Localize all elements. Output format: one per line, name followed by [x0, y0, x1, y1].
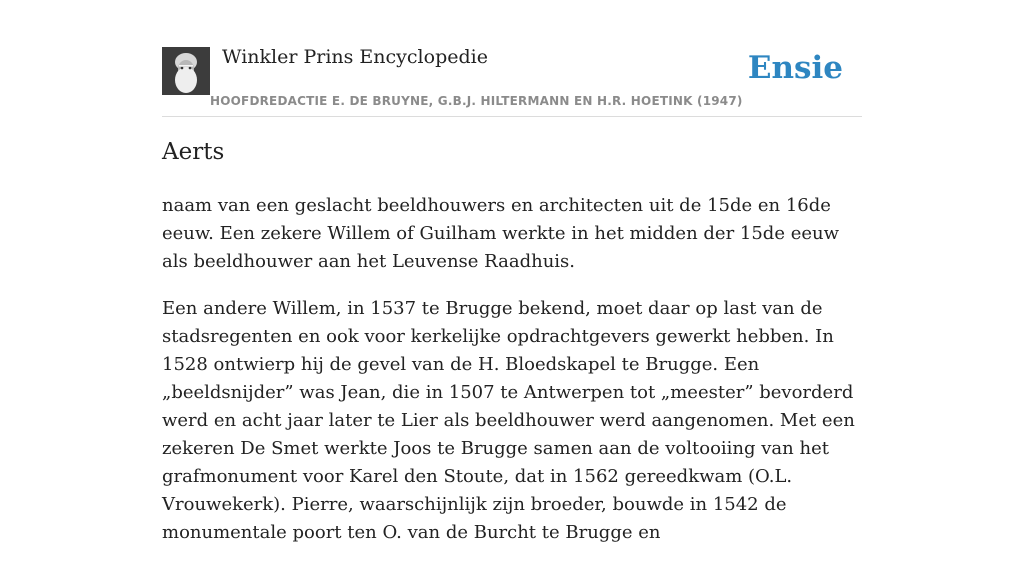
- article-paragraph: Een andere Willem, in 1537 te Brugge bekend, moet daar op last van de stadsregenten en ook voor kerkelijke opdrachtgevers gewerkt hebben. In 1528 ontwierp hij de gevel van de H. Bloedskapel te Brugge. Een „beeldsnijder” was Jean, die in 1507 te Antwerpen tot „meester” bevorderd werd en acht jaar later te Lier als beeldhouwer werd aangenomen. Met een zekeren De Smet werkte Joos te Brugge samen aan de voltooiing van het grafmonument voor Karel den Stoute, dat in 1562 gereedkwam (O.L. Vrouwekerk). Pierre, waarschijnlijk zijn broeder, bouwde in 1542 de monumentale poort ten O. van de Burcht te Brugge en: [162, 298, 855, 543]
- publication-credit: HOOFDREDACTIE E. DE BRUYNE, G.B.J. HILTERMANN EN H.R. HOETINK (1947): [210, 94, 743, 108]
- editor-portrait-avatar: [162, 47, 210, 95]
- portrait-icon: [162, 47, 210, 95]
- ensie-logo[interactable]: Ensie: [747, 50, 843, 86]
- article-body: [162, 192, 862, 566]
- article-title: Aerts: [162, 139, 225, 165]
- publication-title[interactable]: Winkler Prins Encyclopedie: [222, 46, 488, 68]
- publication-header: [162, 45, 862, 117]
- article-paragraph: naam van een geslacht beeldhouwers en architecten uit de 15de en 16de eeuw. Een zekere Willem of Guilham werkte in het midden der 15de eeuw als beeldhouwer aan het Leuvense Raadhuis.: [162, 195, 840, 272]
